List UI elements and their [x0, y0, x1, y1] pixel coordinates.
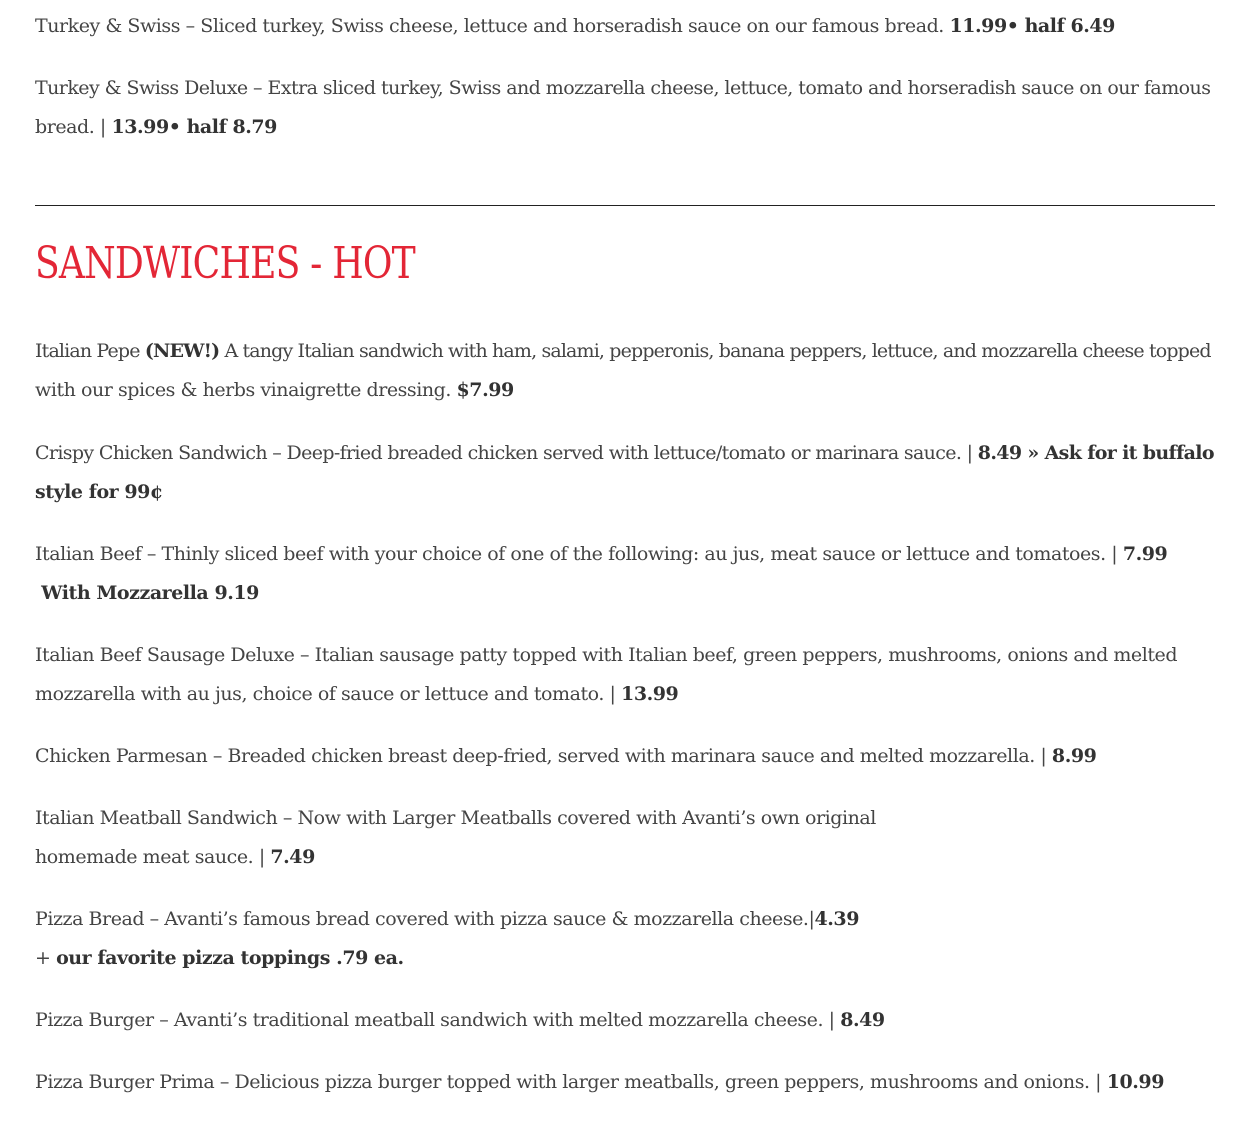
- item-price: $7.99: [456, 379, 514, 401]
- item-line: [35, 434, 1215, 473]
- item-description: Crispy Chicken Sandwich – Deep-fried breaded chicken served with lettuce/tomato or marinara sauce. |: [35, 442, 973, 464]
- item-line: [35, 7, 1215, 46]
- item-description: Italian Meatball Sandwich – Now with Larger Meatballs covered with Avanti’s own original: [35, 807, 876, 829]
- item-line: [35, 69, 1215, 108]
- item-description: Italian Beef – Thinly sliced beef with your choice of one of the following: au jus, meat sauce or lettuce and tomatoes. |: [35, 543, 1118, 565]
- item-line: [35, 108, 1215, 147]
- item-description: Turkey & Swiss – Sliced turkey, Swiss cheese, lettuce and horseradish sauce on our famous bread.: [35, 15, 944, 37]
- item-price: 4.39: [814, 908, 859, 930]
- item-line: [35, 1001, 1215, 1040]
- menu-item-italian-pepe: [35, 332, 1215, 410]
- menu-item-pizza-burger-prima: [35, 1063, 1215, 1102]
- item-name: Italian Pepe: [35, 340, 140, 362]
- item-line: [35, 675, 1215, 714]
- item-price: 10.99: [1106, 1071, 1164, 1093]
- item-description: Pizza Burger – Avanti’s traditional meatball sandwich with melted mozzarella cheese. |: [35, 1009, 835, 1031]
- menu-item-italian-meatball: [35, 799, 1215, 877]
- item-price: 8.49: [840, 1009, 885, 1031]
- item-line: [35, 838, 1215, 877]
- section-title: SANDWICHES - HOT: [35, 238, 415, 289]
- item-price: 8.99: [1051, 745, 1097, 767]
- item-line: [35, 737, 1215, 776]
- item-line: [35, 1063, 1215, 1102]
- item-price: 13.99• half 8.79: [111, 116, 277, 138]
- item-line: [35, 332, 1215, 371]
- item-description: Turkey & Swiss Deluxe – Extra sliced turkey, Swiss and mozzarella cheese, lettuce, tomato and horseradish sauce on our famous: [35, 77, 1211, 99]
- menu-item-turkey-swiss: [35, 7, 1215, 46]
- item-price-note: style for 99¢: [35, 481, 163, 503]
- item-description: Chicken Parmesan – Breaded chicken breast deep-fried, served with marinara sauce and melted mozzarella. |: [35, 745, 1047, 767]
- item-description: Italian Beef Sausage Deluxe – Italian sausage patty topped with Italian beef, green peppers, mushrooms, onions and melted: [35, 644, 1178, 666]
- item-line: [35, 535, 1215, 574]
- item-description: A tangy Italian sandwich with ham, salami, pepperonis, banana peppers, lettuce, and mozzarella cheese topped: [224, 340, 1211, 362]
- item-price: 7.49: [270, 846, 315, 868]
- item-description-cont: mozzarella with au jus, choice of sauce or lettuce and tomato. |: [35, 683, 616, 705]
- item-price: 11.99• half 6.49: [949, 15, 1115, 37]
- item-toppings-note: our favorite pizza toppings .79 ea.: [56, 947, 404, 969]
- menu-item-chicken-parmesan: [35, 737, 1215, 776]
- item-price: 8.49 » Ask for it buffalo: [977, 442, 1214, 464]
- item-description: Pizza Burger Prima – Delicious pizza burger topped with larger meatballs, green peppers, mushrooms and onions. |: [35, 1071, 1102, 1093]
- item-price-option: With Mozzarella 9.19: [35, 582, 259, 604]
- item-line: [35, 900, 1215, 939]
- section-divider: [35, 205, 1215, 206]
- menu-item-turkey-swiss-deluxe: [35, 69, 1215, 147]
- item-description-cont: with our spices & herbs vinaigrette dressing.: [35, 379, 451, 401]
- item-price: 13.99: [621, 683, 679, 705]
- menu-item-italian-beef-sausage-deluxe: [35, 636, 1215, 714]
- item-line: [35, 574, 1215, 613]
- item-line: [35, 939, 1215, 978]
- menu-item-italian-beef: [35, 535, 1215, 613]
- menu-item-crispy-chicken: [35, 434, 1215, 512]
- item-description-cont: bread. |: [35, 116, 106, 138]
- plus-sign: +: [35, 947, 51, 969]
- menu-item-pizza-bread: [35, 900, 1215, 978]
- new-badge: (NEW!): [144, 340, 220, 362]
- item-price: 7.99: [1122, 543, 1168, 565]
- item-description-cont: homemade meat sauce. |: [35, 846, 265, 868]
- item-line: [35, 371, 1215, 410]
- item-line: [35, 473, 1215, 512]
- menu-item-pizza-burger: [35, 1001, 1215, 1040]
- item-description: Pizza Bread – Avanti’s famous bread covered with pizza sauce & mozzarella cheese.|: [35, 908, 815, 930]
- item-line: [35, 799, 1215, 838]
- item-line: [35, 636, 1215, 675]
